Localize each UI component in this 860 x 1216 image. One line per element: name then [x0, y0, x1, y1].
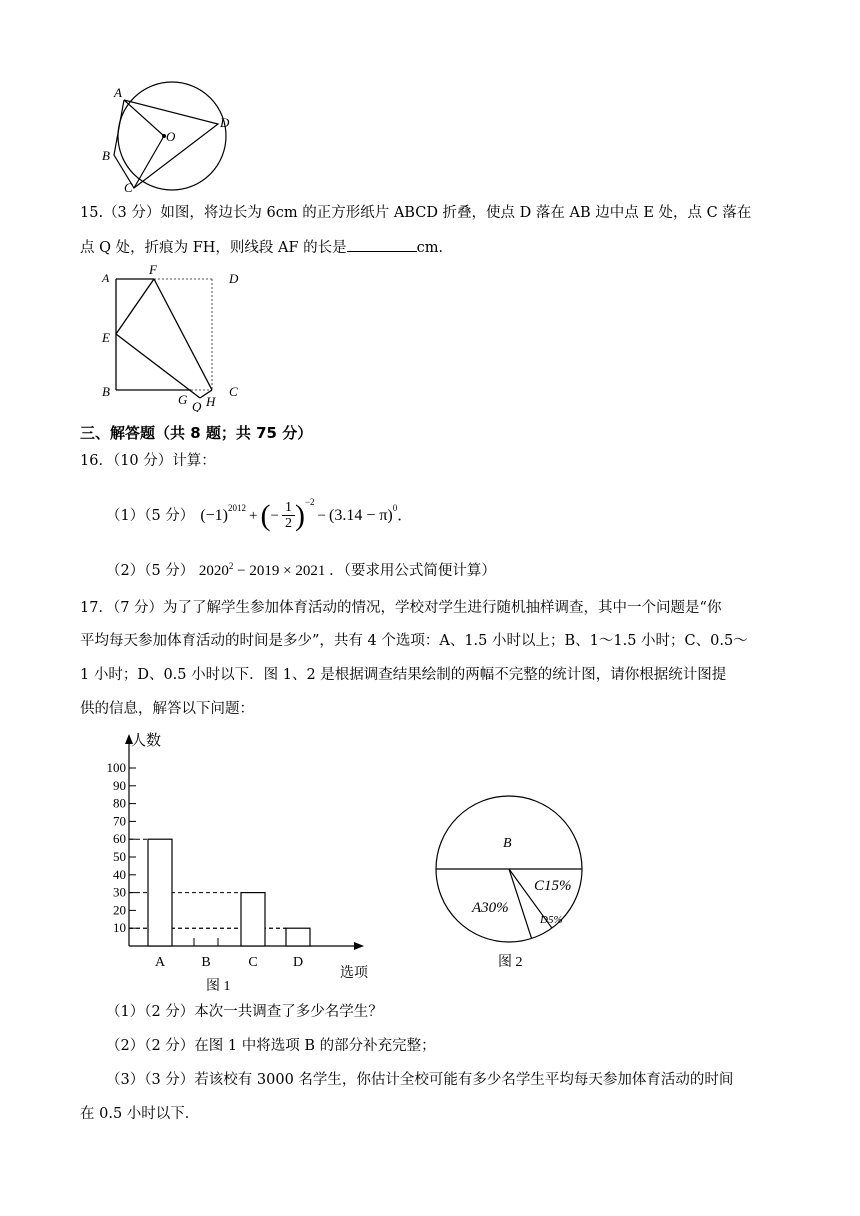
q16-part2-expr: $2020^2 - 2019 \times 2021$ — [198, 561, 326, 579]
pie-slice-boundary — [509, 869, 532, 938]
answer-blank[interactable] — [347, 237, 417, 252]
bar-c — [241, 893, 265, 946]
svg-text:D: D — [229, 271, 239, 286]
label-d: D — [220, 115, 230, 130]
pie-label-b: B — [503, 836, 512, 851]
x-tick-label: A — [154, 955, 166, 970]
q15-number: 15. — [80, 205, 104, 221]
figure-q15-square — [96, 262, 256, 412]
q17-part3a: （3）（3 分）若该校有 3000 名学生，你估计全校可能有多少名学生平均每天参加体育活动的时间 — [106, 1072, 734, 1088]
q15-line1 — [80, 203, 751, 223]
section-heading: 三、解答题（共 8 题；共 75 分） — [80, 424, 313, 442]
label-o: O — [166, 129, 176, 144]
x-axis-label: 选项 — [340, 966, 368, 981]
svg-text:C: C — [229, 384, 238, 399]
x-axis-arrow — [354, 942, 364, 950]
pie-label-d: D5% — [540, 914, 563, 926]
y-tick-label: 100 — [106, 760, 126, 775]
q15-line2 — [80, 237, 453, 258]
svg-text:B: B — [102, 384, 110, 399]
svg-text:A: A — [102, 271, 110, 285]
bar-caption: 图 1 — [206, 979, 231, 994]
svg-text:E: E — [102, 330, 110, 345]
y-tick-label: 20 — [113, 902, 126, 918]
y-tick-label: 60 — [113, 831, 126, 847]
y-tick-label: 80 — [113, 795, 126, 811]
q17-part2: （2）（2 分）在图 1 中将选项 B 的部分补充完整； — [106, 1038, 436, 1054]
bar-a — [148, 839, 172, 946]
label-a: A — [114, 85, 122, 100]
y-tick-label: 30 — [113, 884, 126, 900]
seg-co — [134, 136, 164, 188]
q16-part2-note: ．（要求用公式简便计算） — [329, 563, 496, 579]
q17-line4: 供的信息，解答以下问题： — [80, 701, 254, 717]
figure-q14-circle — [96, 80, 246, 195]
q17-part3b: 在 0.5 小时以下． — [80, 1106, 200, 1122]
pie-label-a: A30% — [472, 900, 509, 916]
svg-text:F: F — [149, 262, 157, 277]
q15-text2b: cm． — [416, 240, 454, 256]
x-tick-label: C — [248, 955, 258, 970]
pie-caption: 图 2 — [498, 955, 523, 970]
y-axis-label: 人数 — [131, 733, 162, 749]
q15-text1: 如图，将边长为 6cm 的正方形纸片 ABCD 折叠，使点 D 落在 AB 边中点 E 处，点 C 落在 — [160, 205, 752, 221]
q17-line3: 1 小时；D、0.5 小时以下．图 1、2 是根据调查结果绘制的两幅不完整的统计图，请你根据统计图提 — [80, 667, 727, 683]
q15-text2a: 点 Q 处，折痕为 FH，则线段 AF 的长是 — [80, 240, 347, 256]
q17-line2: 平均每天参加体育活动的时间是多少”，共有 4 个选项：A、1.5 小时以上；B、1～1.5 小时；C、0.5～ — [80, 633, 748, 649]
y-tick-label: 90 — [113, 777, 126, 793]
label-b: B — [102, 148, 110, 163]
q16-header: 16．（10 分）计算： — [80, 453, 216, 469]
q15-score: （3 分） — [103, 205, 161, 221]
q16-part2 — [106, 556, 496, 581]
y-tick-label: 10 — [113, 920, 126, 936]
pie-chart-figure-2 — [430, 790, 590, 980]
y-tick-label: 40 — [113, 866, 126, 882]
quad-abcd — [114, 100, 218, 188]
q16-part1-label: （1）（5 分） — [106, 507, 195, 524]
x-tick-label: D — [292, 955, 304, 970]
y-tick-label: 50 — [113, 849, 126, 864]
svg-text:G: G — [178, 392, 188, 407]
label-c: C — [124, 180, 133, 195]
svg-text:Q: Q — [192, 399, 202, 412]
q17-line1: 17．（7 分）为了了解学生参加体育活动的情况，学校对学生进行随机抽样调查，其中一个问题是“你 — [80, 600, 722, 616]
x-tick-label: B — [201, 955, 211, 970]
q17-part1: （1）（2 分）本次一共调查了多少名学生？ — [106, 1004, 383, 1020]
q16-part2-label: （2）（5 分） — [106, 563, 195, 579]
svg-text:H: H — [206, 394, 216, 409]
q16-part1-expr: (−1) $^{2012}$ + ( − $\frac{1}{2}$ ) $^{-2}$ − (3.14 − π) $^0$ ． — [200, 496, 413, 532]
q16-part1 — [106, 496, 413, 532]
bar-d — [286, 928, 310, 946]
y-tick-label: 70 — [113, 813, 126, 829]
bar-chart-figure-1 — [96, 728, 386, 996]
pie-label-c: C15% — [534, 878, 572, 894]
